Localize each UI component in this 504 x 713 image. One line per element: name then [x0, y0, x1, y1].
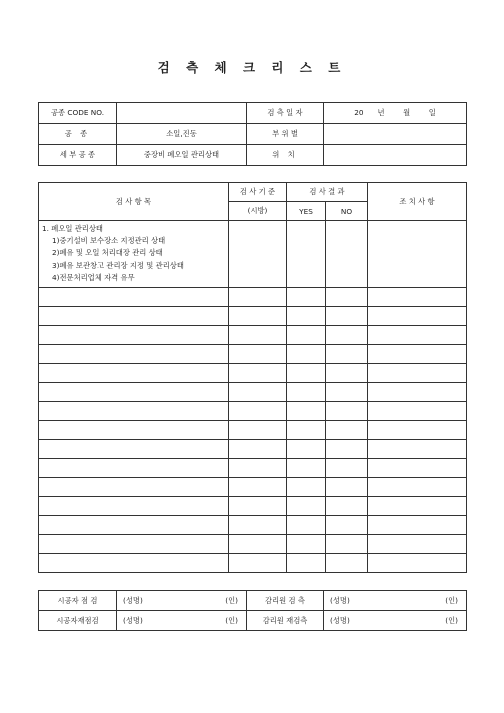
yes-cell[interactable]: [287, 288, 326, 307]
table-row: [39, 402, 467, 421]
item-cell[interactable]: [39, 383, 229, 402]
supervisor-inspection-signature[interactable]: [324, 591, 467, 611]
item-cell[interactable]: [39, 288, 229, 307]
no-cell[interactable]: [326, 421, 368, 440]
standard-cell[interactable]: [229, 402, 287, 421]
supervisor-reinspection-signature[interactable]: [324, 611, 467, 631]
standard-cell[interactable]: [229, 326, 287, 345]
action-cell[interactable]: [368, 554, 467, 573]
contractor-inspection-label: 시공자 점 검: [39, 591, 117, 611]
no-cell[interactable]: [326, 516, 368, 535]
no-cell[interactable]: [326, 383, 368, 402]
name-placeholder: (성명): [123, 615, 143, 625]
item-cell[interactable]: [39, 364, 229, 383]
no-cell[interactable]: [326, 535, 368, 554]
project-code-field[interactable]: [117, 103, 247, 124]
yes-cell[interactable]: [287, 421, 326, 440]
col-header-item: 검 사 항 목: [39, 183, 229, 221]
table-row: [39, 345, 467, 364]
contractor-reinspection-label: 시공자재점검: [39, 611, 117, 631]
standard-cell[interactable]: [229, 288, 287, 307]
item-cell[interactable]: [39, 478, 229, 497]
date-year: 20: [354, 108, 364, 117]
contractor-reinspection-signature[interactable]: [117, 611, 247, 631]
table-row: [39, 326, 467, 345]
standard-cell[interactable]: [229, 383, 287, 402]
col-header-no: NO: [326, 202, 368, 221]
no-cell[interactable]: [326, 326, 368, 345]
standard-cell[interactable]: [229, 459, 287, 478]
seal-placeholder: (인): [445, 615, 458, 625]
table-row: [39, 554, 467, 573]
yes-cell[interactable]: [287, 383, 326, 402]
yes-cell[interactable]: [287, 345, 326, 364]
item-cell[interactable]: [39, 440, 229, 459]
no-cell[interactable]: [326, 440, 368, 459]
col-header-standard: 검 사 기 준: [229, 183, 287, 202]
yes-cell[interactable]: [287, 459, 326, 478]
work-type-value[interactable]: 소일,진동: [117, 124, 247, 145]
supervisor-inspection-label: 감리원 검 측: [247, 591, 324, 611]
item-cell[interactable]: [39, 345, 229, 364]
name-placeholder: (성명): [123, 595, 143, 605]
action-cell[interactable]: [368, 345, 467, 364]
item-cell[interactable]: [39, 516, 229, 535]
standard-cell[interactable]: [229, 345, 287, 364]
yes-cell[interactable]: [287, 478, 326, 497]
yes-cell[interactable]: [287, 554, 326, 573]
col-header-action: 조 치 사 항: [368, 183, 467, 221]
table-row: [39, 364, 467, 383]
name-placeholder: (성명): [330, 615, 350, 625]
item-line: 3)폐유 보관창고 관리장 지정 및 관리상태: [52, 260, 184, 270]
action-cell[interactable]: [368, 402, 467, 421]
date-day-unit: 일: [428, 108, 436, 117]
inspection-date-label: 검 측 일 자: [247, 103, 324, 124]
table-row: [39, 478, 467, 497]
yes-cell[interactable]: [287, 516, 326, 535]
detail-label: 세 부 공 종: [39, 145, 117, 166]
table-row: [39, 516, 467, 535]
item-cell[interactable]: [39, 326, 229, 345]
action-cell[interactable]: [368, 326, 467, 345]
yes-cell[interactable]: [287, 535, 326, 554]
work-type-label: 공 종: [39, 124, 117, 145]
name-placeholder: (성명): [330, 595, 350, 605]
action-cell[interactable]: [368, 364, 467, 383]
action-cell[interactable]: [368, 383, 467, 402]
standard-cell[interactable]: [229, 364, 287, 383]
table-row: [39, 288, 467, 307]
supervisor-reinspection-label: 감리원 재검측: [247, 611, 324, 631]
table-row: [39, 383, 467, 402]
item-cell[interactable]: [39, 307, 229, 326]
standard-cell[interactable]: [229, 421, 287, 440]
item-cell[interactable]: [39, 421, 229, 440]
standard-cell[interactable]: [229, 535, 287, 554]
no-cell[interactable]: [326, 364, 368, 383]
table-row: [39, 497, 467, 516]
standard-cell[interactable]: [229, 478, 287, 497]
item-line: 1)중기설비 보수장소 지정관리 상태: [52, 236, 166, 246]
no-cell[interactable]: [326, 402, 368, 421]
item-cell[interactable]: [39, 459, 229, 478]
col-header-standard-sub: (시방): [229, 202, 287, 221]
item-line: 4)전문처리업체 자격 유무: [52, 272, 135, 282]
table-row: [39, 307, 467, 326]
action-cell[interactable]: [368, 421, 467, 440]
standard-cell[interactable]: [229, 516, 287, 535]
table-row: [39, 421, 467, 440]
item-line: 1. 폐오일 관리상태: [42, 224, 103, 233]
no-cell[interactable]: [326, 497, 368, 516]
action-cell[interactable]: [368, 516, 467, 535]
yes-cell[interactable]: [287, 326, 326, 345]
action-cell[interactable]: [368, 459, 467, 478]
detail-value[interactable]: 중장비 폐오일 관리상태: [117, 145, 247, 166]
part-field[interactable]: [324, 124, 467, 145]
action-cell[interactable]: [368, 288, 467, 307]
no-cell[interactable]: [326, 459, 368, 478]
inspection-table: [38, 182, 467, 573]
no-cell[interactable]: [326, 554, 368, 573]
location-field[interactable]: [324, 145, 467, 166]
yes-cell[interactable]: [287, 402, 326, 421]
location-label: 위 치: [247, 145, 324, 166]
seal-placeholder: (인): [225, 595, 238, 605]
seal-placeholder: (인): [225, 615, 238, 625]
item-cell[interactable]: [39, 554, 229, 573]
no-cell[interactable]: [326, 307, 368, 326]
no-cell[interactable]: [326, 478, 368, 497]
part-label: 부 위 별: [247, 124, 324, 145]
table-row: [39, 459, 467, 478]
table-row: [39, 440, 467, 459]
contractor-inspection-signature[interactable]: [117, 591, 247, 611]
yes-cell[interactable]: [287, 364, 326, 383]
standard-cell[interactable]: [229, 307, 287, 326]
yes-cell[interactable]: [287, 497, 326, 516]
inspection-items-cell: [39, 221, 229, 288]
col-header-yes: YES: [287, 202, 326, 221]
project-code-label: 공종 CODE NO.: [39, 103, 117, 124]
inspection-date-field[interactable]: [324, 103, 467, 124]
no-cell[interactable]: [326, 221, 368, 288]
item-cell[interactable]: [39, 497, 229, 516]
seal-placeholder: (인): [445, 595, 458, 605]
yes-cell[interactable]: [287, 221, 326, 288]
action-cell[interactable]: [368, 478, 467, 497]
action-cell[interactable]: [368, 221, 467, 288]
signature-table: [38, 590, 467, 631]
yes-cell[interactable]: [287, 440, 326, 459]
standard-cell[interactable]: [229, 440, 287, 459]
standard-cell[interactable]: [229, 497, 287, 516]
no-cell[interactable]: [326, 288, 368, 307]
action-cell[interactable]: [368, 497, 467, 516]
yes-cell[interactable]: [287, 307, 326, 326]
action-cell[interactable]: [368, 307, 467, 326]
action-cell[interactable]: [368, 535, 467, 554]
date-year-unit: 년: [377, 108, 385, 117]
col-header-result: 검 사 결 과: [287, 183, 368, 202]
no-cell[interactable]: [326, 345, 368, 364]
standard-cell[interactable]: [229, 221, 287, 288]
item-cell[interactable]: [39, 535, 229, 554]
header-table: [38, 102, 467, 166]
item-line: 2)폐유 및 오일 처리대장 관리 상태: [52, 248, 163, 258]
item-cell[interactable]: [39, 402, 229, 421]
date-month-unit: 월: [403, 108, 411, 117]
standard-cell[interactable]: [229, 554, 287, 573]
action-cell[interactable]: [368, 440, 467, 459]
table-row: [39, 221, 467, 288]
table-row: [39, 535, 467, 554]
page-title: 검 측 체 크 리 스 트: [157, 60, 347, 75]
